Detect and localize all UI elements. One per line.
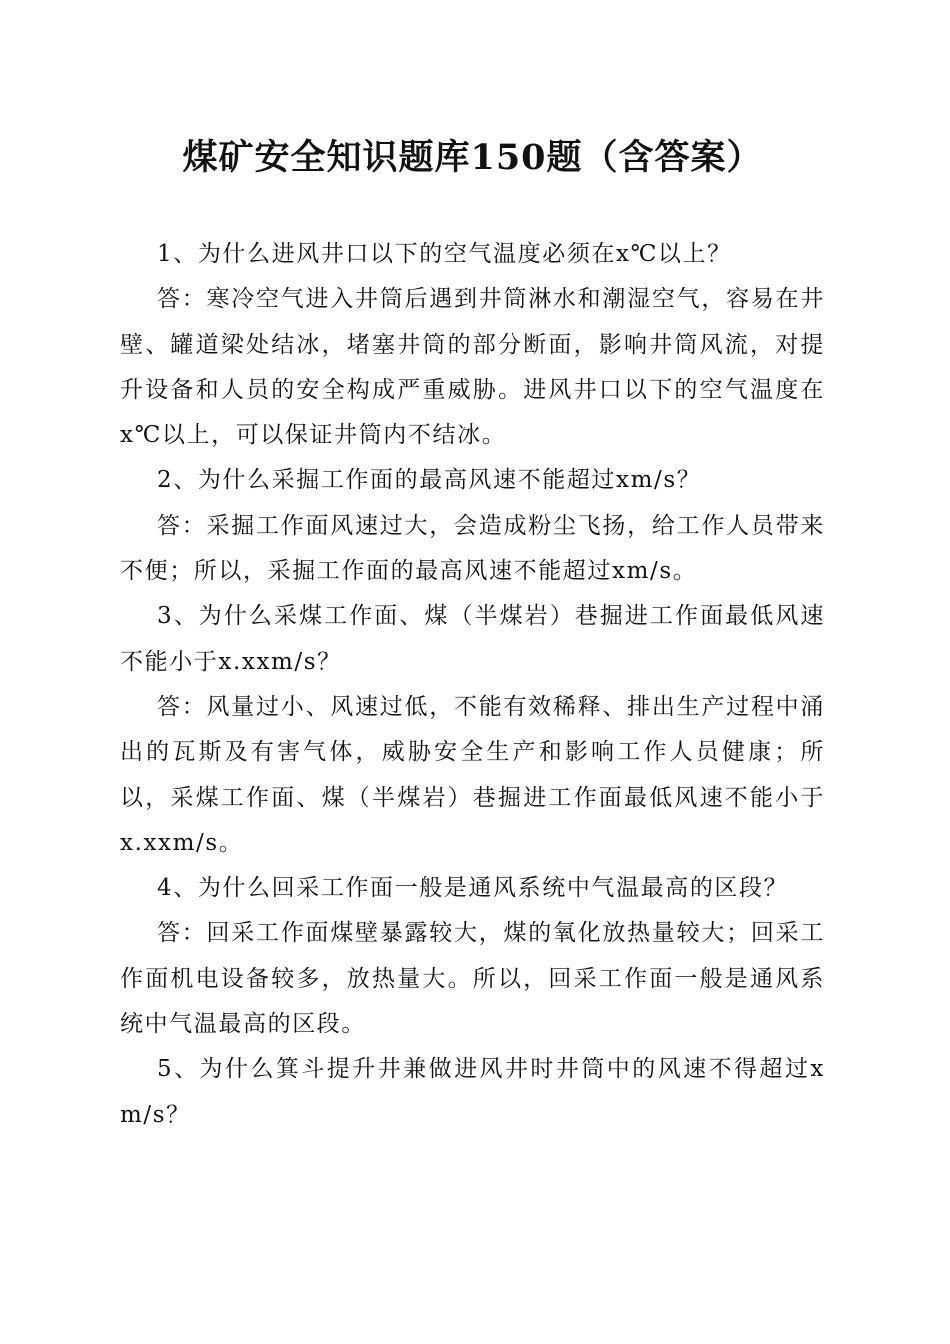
document-body bbox=[120, 232, 825, 1138]
question-1: 1、为什么进风井口以下的空气温度必须在x℃以上？ bbox=[157, 241, 732, 267]
question-2: 2、为什么采掘工作面的最高风速不能超过xm/s？ bbox=[157, 467, 702, 494]
answer-2: 答：采掘工作面风速过大，会造成粉尘飞扬，给工作人员带来不便；所以，采掘工作面的最高风速不能超过xm/s。 bbox=[120, 512, 825, 585]
document-title: 煤矿安全知识题库150题（含答案） bbox=[182, 137, 763, 178]
question-4: 4、为什么回采工作面一般是通风系统中气温最高的区段？ bbox=[157, 875, 789, 902]
answer-1: 答：寒冷空气进入井筒后遇到井筒淋水和潮湿空气，容易在井壁、罐道梁处结冰，堵塞井筒的部分断面，影响井筒风流，对提升设备和人员的安全构成严重威胁。进风井口以下的空气温度在x℃以上，可以保证井筒内不结冰。 bbox=[120, 286, 825, 449]
answer-3: 答：风量过小、风速过低，不能有效稀释、排出生产过程中涌出的瓦斯及有害气体，威胁安全生产和影响工作人员健康；所以，采煤工作面、煤（半煤岩）巷掘进工作面最低风速不能小于x.xxm/s。 bbox=[120, 693, 825, 856]
document-page bbox=[120, 0, 825, 1344]
question-3: 3、为什么采煤工作面、煤（半煤岩）巷掘进工作面最低风速不能小于x.xxm/s？ bbox=[120, 603, 825, 675]
question-5: 5、为什么箕斗提升井兼做进风井时井筒中的风速不得超过xm/s？ bbox=[120, 1056, 825, 1128]
answer-4: 答：回采工作面煤壁暴露较大，煤的氧化放热量较大；回采工作面机电设备较多，放热量大。所以，回采工作面一般是通风系统中气温最高的区段。 bbox=[120, 920, 825, 1038]
